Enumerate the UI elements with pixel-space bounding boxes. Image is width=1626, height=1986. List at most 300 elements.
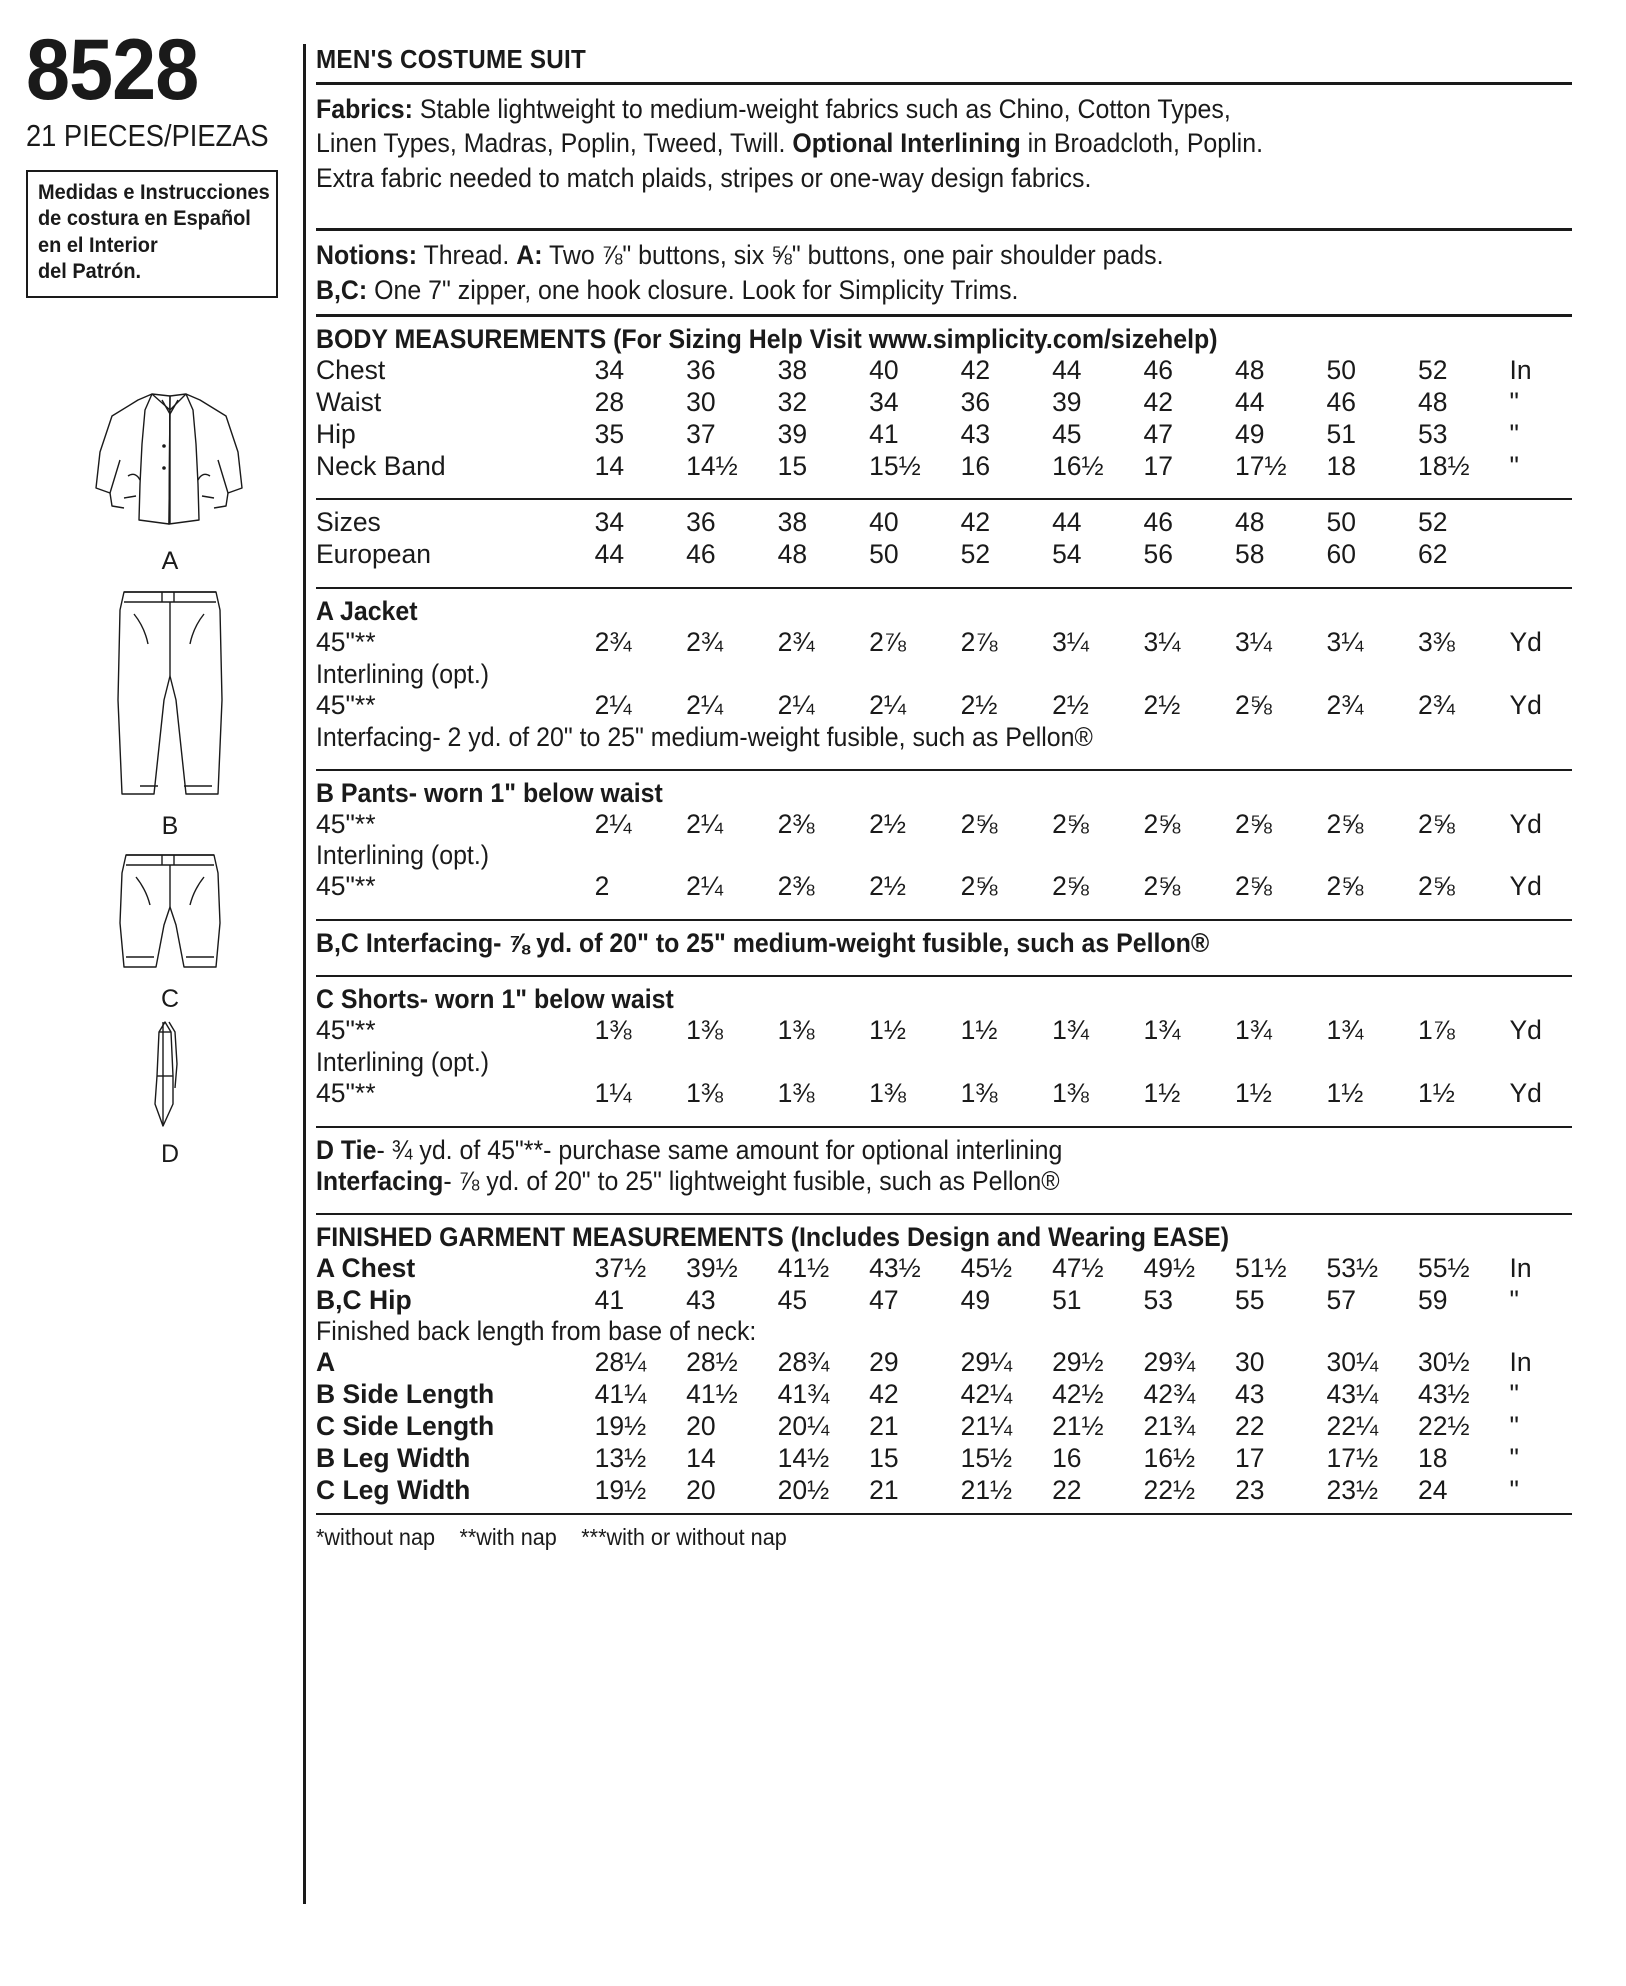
cell: 2¼ (686, 871, 723, 902)
row-label-neck-band: Neck Band (316, 450, 446, 481)
cell: 1⅜ (960, 1077, 998, 1108)
cell: 19½ (594, 1474, 647, 1505)
table-row (316, 1015, 1572, 1047)
divider (316, 314, 1572, 317)
cell: 2⅝ (1326, 808, 1364, 839)
divider (316, 498, 1572, 500)
view-b-label: B (161, 812, 179, 840)
footnote-without-nap: *without nap (316, 1524, 435, 1551)
cell: 49 (1235, 418, 1265, 449)
cell: 45 (1052, 418, 1082, 449)
cell: 20¼ (777, 1410, 830, 1441)
cell: 48 (777, 539, 808, 570)
pattern-number: 8528 (26, 22, 199, 118)
table-row (316, 1443, 1572, 1475)
row-label-chest: Chest (316, 355, 386, 386)
row-label-a: A (316, 1347, 336, 1378)
cell: 1¾ (1143, 1015, 1181, 1046)
cell: 2¾ (1326, 689, 1364, 720)
cell: 22¼ (1326, 1410, 1379, 1441)
body-measurements-table (316, 355, 1572, 482)
notions-section (316, 238, 1599, 307)
cell: 42 (1143, 386, 1174, 417)
divider (316, 587, 1572, 589)
cell: 43 (1235, 1379, 1265, 1410)
shorts-line-drawing (100, 845, 240, 983)
cell: 34 (594, 355, 625, 386)
notions-view-a-text: Two ⅞" buttons, six ⅝" buttons, one pair shoulder pads. (542, 240, 1164, 271)
pants-heading: B Pants- worn 1" below waist (316, 777, 663, 808)
nap-footnote (316, 1522, 1522, 1551)
cell: 28¾ (777, 1347, 830, 1378)
jacket-line-drawing (90, 380, 250, 545)
cell: 53 (1143, 1284, 1174, 1315)
cell: 41 (594, 1284, 625, 1315)
cell: 50 (1326, 507, 1356, 538)
cell: 3⅜ (1418, 626, 1455, 657)
cell: 30 (1235, 1347, 1265, 1378)
cell: 21½ (960, 1474, 1013, 1505)
cell: 38 (777, 355, 808, 386)
cell: 1⅜ (869, 1077, 906, 1108)
cell: 2 (594, 871, 610, 902)
footnote-with-nap: **with nap (459, 1524, 557, 1551)
divider (316, 82, 1572, 85)
cell: 15½ (960, 1442, 1013, 1473)
unit-cell: " (1509, 1284, 1519, 1315)
cell: 15½ (869, 450, 921, 481)
cell: 1½ (869, 1015, 906, 1046)
cell: 41½ (777, 1252, 830, 1283)
cell: 29¼ (960, 1347, 1013, 1378)
table-row (316, 1285, 1572, 1317)
cell: 20 (686, 1474, 716, 1505)
cell: 48 (1235, 507, 1265, 538)
optional-interlining-label: Optional Interlining (792, 128, 1021, 159)
cell: 24 (1418, 1474, 1448, 1505)
cell: 50 (869, 539, 899, 570)
row-label-c-side-length: C Side Length (316, 1410, 495, 1441)
finished-measurements-table (316, 1253, 1572, 1317)
fabrics-line-1 (316, 92, 1522, 126)
row-label-jacket-interlining-width: 45"** (316, 689, 376, 720)
cell: 46 (1143, 355, 1174, 386)
cell: 29¾ (1143, 1347, 1196, 1378)
row-label-pants-width: 45"** (316, 808, 376, 839)
cell: 44 (1235, 386, 1265, 417)
notions-thread: Thread. (417, 240, 517, 271)
cell: 29 (869, 1347, 899, 1378)
cell: 39 (1052, 386, 1082, 417)
cell: 42 (960, 507, 991, 538)
cell: 52 (1418, 355, 1448, 386)
pieces-count: 21 PIECES/PIEZAS (26, 117, 269, 153)
cell: 2⅝ (1326, 871, 1364, 902)
table-row (316, 690, 1572, 722)
cell: 2¼ (777, 689, 815, 720)
cell: 1⅜ (594, 1015, 632, 1046)
cell: 49½ (1143, 1252, 1196, 1283)
cell: 2⅝ (1418, 808, 1455, 839)
cell: 18 (1326, 450, 1356, 481)
cell: 1⅜ (686, 1015, 723, 1046)
cell: 3¼ (1235, 626, 1272, 657)
cell: 55 (1235, 1284, 1265, 1315)
cell: 17 (1235, 1442, 1265, 1473)
divider (316, 228, 1572, 231)
shorts-interlining-heading: Interlining (opt.) (316, 1046, 490, 1077)
jacket-yardage-table (316, 627, 1572, 659)
unit-cell: Yd (1509, 1015, 1542, 1046)
cell: 22 (1235, 1410, 1265, 1441)
table-row (316, 387, 1572, 419)
unit-cell: " (1509, 386, 1519, 417)
cell: 17½ (1235, 450, 1287, 481)
row-label-c-leg-width: C Leg Width (316, 1474, 471, 1505)
spanish-line-1: Medidas e Instrucciones (38, 180, 270, 204)
cell: 44 (1052, 355, 1082, 386)
cell: 1½ (960, 1015, 998, 1046)
cell: 3¼ (1143, 626, 1181, 657)
cell: 58 (1235, 539, 1265, 570)
cell: 1⅜ (1052, 1077, 1089, 1108)
cell: 30¼ (1326, 1347, 1379, 1378)
cell: 2¾ (686, 626, 723, 657)
cell: 19½ (594, 1410, 647, 1441)
view-b-block (60, 580, 280, 841)
row-label-waist: Waist (316, 386, 382, 417)
view-line-drawings (60, 380, 280, 1173)
cell: 22 (1052, 1474, 1082, 1505)
cell: 59 (1418, 1284, 1448, 1315)
view-d-label: D (160, 1140, 180, 1168)
cell: 15 (869, 1442, 899, 1473)
view-d-block (60, 1018, 280, 1169)
table-row (316, 1253, 1572, 1285)
cell: 32 (777, 386, 808, 417)
table-row (316, 507, 1572, 539)
cell: 1¾ (1052, 1015, 1089, 1046)
unit-cell: " (1509, 1442, 1519, 1473)
cell: 41 (869, 418, 899, 449)
cell: 2⅝ (1143, 808, 1181, 839)
unit-cell: " (1509, 1410, 1519, 1441)
cell: 37 (686, 418, 716, 449)
tie-line-2-text: - ⅞ yd. of 20" to 25" lightweight fusible, such as Pellon® (443, 1165, 1060, 1196)
cell: 2⅜ (777, 871, 815, 902)
cell: 43½ (869, 1252, 921, 1283)
cell: 41¼ (594, 1379, 647, 1410)
row-label-pants-interlining-width: 45"** (316, 871, 376, 902)
cell: 2⅝ (960, 808, 998, 839)
spanish-instructions-box (26, 170, 278, 298)
cell: 29½ (1052, 1347, 1104, 1378)
cell: 22½ (1418, 1410, 1470, 1441)
divider (316, 975, 1572, 977)
pants-interlining-heading: Interlining (opt.) (316, 840, 490, 871)
cell: 34 (594, 507, 625, 538)
cell: 2¼ (686, 689, 723, 720)
cell: 45½ (960, 1252, 1013, 1283)
spanish-line-4: del Patrón. (38, 260, 142, 284)
cell: 34 (869, 386, 899, 417)
table-row (316, 809, 1572, 841)
cell: 40 (869, 507, 899, 538)
fabrics-line-1-text: Stable lightweight to medium-weight fabrics such as Chino, Cotton Types, (412, 94, 1231, 124)
cell: 43 (686, 1284, 716, 1315)
unit-cell: Yd (1509, 808, 1542, 839)
finished-measurements-heading: FINISHED GARMENT MEASUREMENTS (Includes Design and Wearing EASE) (316, 1221, 1230, 1252)
cell: 48 (1418, 386, 1448, 417)
unit-cell: " (1509, 1474, 1519, 1505)
table-row (316, 627, 1572, 659)
cell: 56 (1143, 539, 1174, 570)
tie-interfacing-label: Interfacing (316, 1165, 444, 1196)
cell: 2¼ (686, 808, 723, 839)
cell: 21 (869, 1410, 899, 1441)
fabrics-section (316, 92, 1599, 195)
cell: 18 (1418, 1442, 1448, 1473)
cell: 43 (960, 418, 991, 449)
cell: 52 (960, 539, 991, 570)
cell: 2¼ (594, 808, 632, 839)
cell: 20 (686, 1410, 716, 1441)
body-measurements-heading: BODY MEASUREMENTS (For Sizing Help Visit www.simplicity.com/sizehelp) (316, 324, 1218, 355)
right-column (303, 44, 1599, 1904)
cell: 2½ (960, 689, 998, 720)
cell: 51 (1052, 1284, 1082, 1315)
cell: 46 (686, 539, 716, 570)
cell: 1½ (1143, 1077, 1181, 1108)
cell: 2¾ (594, 626, 632, 657)
fabrics-line-2-rest: in Broadcloth, Poplin. (1020, 128, 1263, 159)
cell: 43½ (1418, 1379, 1470, 1410)
cell: 1½ (1418, 1077, 1455, 1108)
table-row (316, 451, 1572, 483)
fabrics-line-3: Extra fabric needed to match plaids, stripes or one-way design fabrics. (316, 162, 1092, 193)
notions-view-bc-label: B,C: (316, 274, 368, 305)
cell: 17 (1143, 450, 1174, 481)
jacket-interfacing-line: Interfacing- 2 yd. of 20" to 25" medium-weight fusible, such as Pellon® (316, 721, 1093, 752)
cell: 43¼ (1326, 1379, 1379, 1410)
cell: 46 (1143, 507, 1174, 538)
row-label-a-chest: A Chest (316, 1252, 416, 1283)
cell: 18½ (1418, 450, 1470, 481)
cell: 50 (1326, 355, 1356, 386)
cell: 21 (869, 1474, 899, 1505)
cell: 36 (686, 355, 716, 386)
cell: 36 (686, 507, 716, 538)
fabrics-line-2 (316, 126, 1522, 160)
unit-cell: " (1509, 1379, 1519, 1410)
divider (316, 1213, 1572, 1215)
table-row (316, 419, 1572, 451)
finished-back-length-table (316, 1347, 1572, 1506)
pants-yardage-table (316, 809, 1572, 841)
cell: 60 (1326, 539, 1356, 570)
tie-line-2 (316, 1166, 1522, 1197)
notions-label: Notions: (316, 240, 418, 271)
cell: 37½ (594, 1252, 647, 1283)
cell: 22½ (1143, 1474, 1196, 1505)
cell: 28½ (686, 1347, 738, 1378)
cell: 16½ (1052, 450, 1104, 481)
spanish-line-2: de costura en Español (38, 207, 251, 231)
divider (316, 1513, 1572, 1515)
cell: 41½ (686, 1379, 738, 1410)
cell: 17½ (1326, 1442, 1379, 1473)
unit-cell: " (1509, 418, 1519, 449)
cell: 2¾ (777, 626, 815, 657)
page-title: MEN'S COSTUME SUIT (316, 44, 587, 74)
cell: 42½ (1052, 1379, 1104, 1410)
cell: 38 (777, 507, 808, 538)
table-row (316, 1411, 1572, 1443)
cell: 2⅝ (1235, 871, 1272, 902)
tie-line-1 (316, 1135, 1522, 1166)
table-row (316, 1347, 1572, 1379)
cell: 28¼ (594, 1347, 647, 1378)
cell: 57 (1326, 1284, 1356, 1315)
jacket-interlining-heading: Interlining (opt.) (316, 658, 490, 689)
notions-view-bc-text: One 7" zipper, one hook closure. Look for Simplicity Trims. (367, 274, 1019, 305)
table-row (316, 871, 1572, 903)
divider (316, 919, 1572, 921)
table-row (316, 1379, 1572, 1411)
cell: 2½ (1052, 689, 1089, 720)
notions-view-a-label: A: (516, 240, 543, 271)
tie-line-drawing (125, 1018, 215, 1138)
jacket-heading: A Jacket (316, 595, 418, 626)
cell: 2⅞ (869, 626, 906, 657)
unit-cell: Yd (1509, 871, 1542, 902)
cell: 54 (1052, 539, 1082, 570)
table-row (316, 539, 1572, 571)
left-column (26, 22, 282, 298)
cell: 1⅞ (1418, 1015, 1455, 1046)
unit-cell: In (1509, 1252, 1532, 1283)
cell: 14½ (777, 1442, 830, 1473)
cell: 45 (777, 1284, 808, 1315)
cell: 16½ (1143, 1442, 1196, 1473)
cell: 1¼ (594, 1077, 632, 1108)
jacket-interlining-table (316, 690, 1572, 722)
row-label-b-side-length: B Side Length (316, 1379, 495, 1410)
cell: 2½ (1143, 689, 1181, 720)
cell: 1⅜ (777, 1077, 815, 1108)
cell: 15 (777, 450, 808, 481)
unit-cell: Yd (1509, 1077, 1542, 1108)
unit-cell: " (1509, 450, 1519, 481)
cell: 2⅝ (1052, 808, 1089, 839)
cell: 42¾ (1143, 1379, 1196, 1410)
row-label-jacket-width: 45"** (316, 626, 376, 657)
unit-cell: In (1509, 355, 1532, 386)
pants-line-drawing (100, 580, 240, 810)
cell: 46 (1326, 386, 1356, 417)
cell: 2⅝ (960, 871, 998, 902)
cell: 2½ (869, 871, 906, 902)
unit-cell: Yd (1509, 626, 1542, 657)
tie-label: D Tie (316, 1134, 377, 1165)
unit-cell: In (1509, 1347, 1532, 1378)
table-row (316, 355, 1572, 387)
cell: 47 (869, 1284, 899, 1315)
shorts-heading: C Shorts- worn 1" below waist (316, 984, 674, 1015)
cell: 44 (594, 539, 625, 570)
sizes-table (316, 507, 1572, 571)
table-row (316, 1475, 1572, 1507)
cell: 20½ (777, 1474, 830, 1505)
cell: 55½ (1418, 1252, 1470, 1283)
shorts-yardage-table (316, 1015, 1572, 1047)
cell: 62 (1418, 539, 1448, 570)
cell: 16 (960, 450, 991, 481)
cell: 2⅜ (777, 808, 815, 839)
cell: 2¼ (869, 689, 906, 720)
cell: 51 (1326, 418, 1356, 449)
cell: 28 (594, 386, 625, 417)
unit-cell: Yd (1509, 689, 1542, 720)
unit-cell (1509, 507, 1572, 539)
shorts-interlining-table (316, 1078, 1572, 1110)
row-label-sizes: Sizes (316, 507, 381, 538)
cell: 2⅝ (1235, 689, 1272, 720)
fabrics-line-2-pre: Linen Types, Madras, Poplin, Tweed, Twill. (316, 128, 793, 159)
cell: 21½ (1052, 1410, 1104, 1441)
cell: 21¼ (960, 1410, 1013, 1441)
cell: 42 (960, 355, 991, 386)
view-c-label: C (160, 985, 180, 1013)
cell: 1½ (1326, 1077, 1364, 1108)
cell: 2⅝ (1052, 871, 1089, 902)
notions-line-1 (316, 238, 1522, 272)
cell: 2¾ (1418, 689, 1455, 720)
view-a-block (60, 380, 280, 576)
cell: 2⅝ (1235, 808, 1272, 839)
cell: 14½ (686, 450, 738, 481)
tie-line-1-text: - ¾ yd. of 45"**- purchase same amount for optional interlining (376, 1134, 1063, 1165)
cell: 42¼ (960, 1379, 1013, 1410)
cell: 39½ (686, 1252, 738, 1283)
cell: 40 (869, 355, 899, 386)
cell: 1½ (1235, 1077, 1272, 1108)
cell: 2⅝ (1418, 871, 1455, 902)
spanish-line-3: en el Interior (38, 233, 158, 257)
row-label-bc-hip: B,C Hip (316, 1284, 412, 1315)
cell: 16 (1052, 1442, 1082, 1473)
table-row (316, 1078, 1572, 1110)
cell: 51½ (1235, 1252, 1287, 1283)
cell: 1¾ (1235, 1015, 1272, 1046)
cell: 13½ (594, 1442, 647, 1473)
view-c-block (60, 845, 280, 1014)
cell: 49 (960, 1284, 991, 1315)
cell: 14 (686, 1442, 716, 1473)
cell: 2⅞ (960, 626, 998, 657)
cell: 48 (1235, 355, 1265, 386)
divider (316, 1126, 1572, 1128)
divider (316, 769, 1572, 771)
cell: 2¼ (594, 689, 632, 720)
cell: 36 (960, 386, 991, 417)
cell: 23 (1235, 1474, 1265, 1505)
cell: 39 (777, 418, 808, 449)
row-label-european: European (316, 539, 431, 570)
cell: 30½ (1418, 1347, 1470, 1378)
tie-section (316, 1135, 1599, 1197)
cell: 14 (594, 450, 625, 481)
